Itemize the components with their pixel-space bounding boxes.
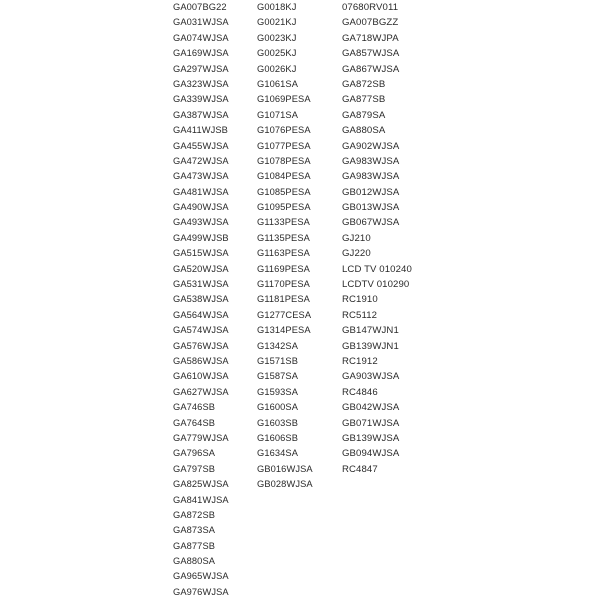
model-code-item: GA323WJSA [173,78,229,89]
model-code-item: G0026KJ [257,63,297,74]
model-code-item: G1071SA [257,109,299,120]
model-code-item: G1603SB [257,417,299,428]
model-code-item: GA473WJSA [173,171,229,182]
model-code-item: GA297WJSA [173,63,229,74]
model-code-item: G1077PESA [257,140,311,151]
model-code-item: GA903WJSA [342,371,400,383]
model-code-item: GA867WJSA [342,63,400,75]
model-code-item: G0025KJ [257,48,297,59]
model-code-item: GA520WJSA [173,263,229,274]
model-code-item: G1606SB [257,432,299,443]
model-code-item: GB139WJSA [342,432,400,444]
model-code-item: GA411WJSB [173,125,228,136]
model-code-item: RC1910 [342,294,378,306]
model-code-item: GJ210 [342,232,371,244]
model-code-item: GA880SA [342,125,386,137]
model-code-item: GA872SB [342,78,386,90]
model-code-item: GA797SB [173,463,216,474]
model-code-item: GA902WJSA [342,140,400,152]
model-code-item: GA455WJSA [173,140,229,151]
model-code-item: GB139WJN1 [342,340,399,352]
model-code-item: G1634SA [257,448,299,459]
model-code-item: G1085PESA [257,186,311,197]
model-code-item: GB012WJSA [342,186,400,198]
model-code-item: G0021KJ [257,17,297,28]
model-code-item: G1277CESA [257,309,312,320]
model-code-item: G1163PESA [257,248,310,259]
model-column-2 [257,0,313,493]
model-column-1 [173,0,229,600]
model-code-item: RC4846 [342,386,378,398]
model-code-item: GA169WJSA [173,48,229,59]
model-code-item: GA965WJSA [173,571,229,582]
model-code-item: G1084PESA [257,171,311,182]
model-code-item: GA877SB [342,94,386,106]
model-code-item: GA857WJSA [342,48,400,60]
model-code-item: G1133PESA [257,217,310,228]
model-code-item: G1342SA [257,340,299,351]
model-code-item: GA627WJSA [173,386,229,397]
model-code-item: GA481WJSA [173,186,229,197]
model-code-item: GA472WJSA [173,155,229,166]
model-code-item: GA825WJSA [173,479,229,490]
model-code-item: GA531WJSA [173,279,229,290]
model-code-item: G1095PESA [257,202,311,213]
model-code-item: GB094WJSA [342,448,400,460]
model-code-item: GA499WJSB [173,232,229,243]
model-code-item: G1600SA [257,402,299,413]
model-code-item: GA764SB [173,417,216,428]
model-code-item: G1061SA [257,78,299,89]
model-code-item: GA877SB [173,540,216,551]
model-code-item: G1135PESA [257,232,310,243]
model-code-item: GA586WJSA [173,355,229,366]
model-code-item: GB067WJSA [342,217,400,229]
model-code-item: GA983WJSA [342,171,400,183]
model-column-3 [342,0,412,477]
model-code-item: RC5112 [342,309,378,321]
model-code-item: G1181PESA [257,294,310,305]
model-code-item: RC4847 [342,463,378,475]
model-code-item: LCDTV 010290 [342,279,410,291]
model-code-item: GB042WJSA [342,402,400,414]
model-code-item: G1170PESA [257,279,310,290]
model-code-item: GA538WJSA [173,294,229,305]
model-code-item: GA872SB [173,509,216,520]
model-code-item: GA976WJSA [173,586,229,597]
model-code-item: GA841WJSA [173,494,229,505]
model-code-item: GA493WJSA [173,217,229,228]
model-code-item: GA564WJSA [173,309,229,320]
model-code-item: GA796SA [173,448,216,459]
model-code-item: GB071WJSA [342,417,400,429]
model-code-item: G0018KJ [257,2,297,12]
model-code-item: G1076PESA [257,125,311,136]
model-code-item: GA387WJSA [173,109,229,120]
model-code-item: GB013WJSA [342,202,400,214]
model-code-item: G1069PESA [257,94,311,105]
model-code-item: GA779WJSA [173,432,229,443]
model-code-item: GA574WJSA [173,325,229,336]
model-code-item: RC1912 [342,355,378,367]
model-code-item: GA983WJSA [342,155,400,167]
model-code-item: LCD TV 010240 [342,263,412,275]
model-code-item: 07680RV011 [342,2,399,13]
model-code-item: G1078PESA [257,155,311,166]
model-code-item: GA880SA [173,556,216,567]
model-code-item: GB147WJN1 [342,325,399,337]
model-code-item: GJ220 [342,248,371,260]
model-code-item: G1571SB [257,355,299,366]
model-code-item: GA879SA [342,109,386,121]
model-code-item: GB028WJSA [257,479,313,490]
model-code-item: G1169PESA [257,263,310,274]
model-code-item: GA007BG22 [173,2,227,12]
model-code-item: GA031WJSA [173,17,229,28]
model-code-item: GA339WJSA [173,94,229,105]
model-code-item: GA074WJSA [173,32,229,43]
model-code-item: GA576WJSA [173,340,229,351]
model-code-item: G0023KJ [257,32,297,43]
model-code-item: GA515WJSA [173,248,229,259]
model-code-item: G1314PESA [257,325,311,336]
model-code-item: G1593SA [257,386,299,397]
model-code-item: GA873SA [173,525,216,536]
model-code-item: GA718WJPA [342,32,399,44]
model-code-item: GA007BGZZ [342,17,399,29]
model-code-item: GB016WJSA [257,463,313,474]
model-code-item: GA746SB [173,402,216,413]
model-code-item: GA490WJSA [173,202,229,213]
model-code-item: G1587SA [257,371,299,382]
model-code-item: GA610WJSA [173,371,229,382]
